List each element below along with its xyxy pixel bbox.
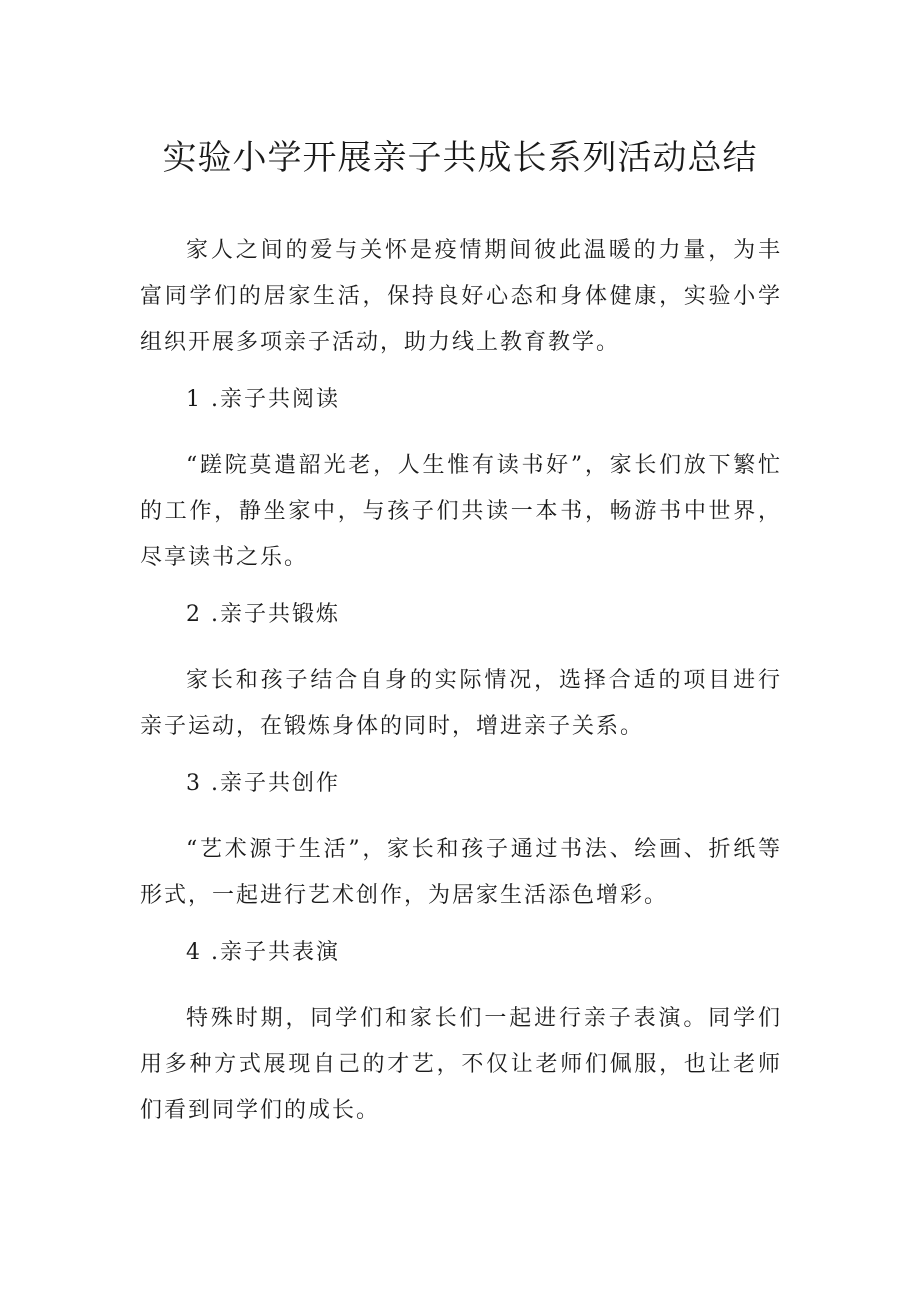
section-body-reading: “蹉院莫遣韶光老，人生惟有读书好”，家长们放下繁忙的工作，静坐家中，与孩子们共读一本书，畅游书中世界，尽享读书之乐。 (140, 453, 782, 570)
document-title: 实验小学开展亲子共成长系列活动总结 (162, 138, 758, 178)
section-body-performance: 特殊时期，同学们和家长们一起进行亲子表演。同学们用多种方式展现自己的才艺，不仅让老师们佩服，也让老师们看到同学们的成长。 (140, 1006, 782, 1123)
document-body (140, 228, 782, 1134)
section-heading-performance: 4 .亲子共表演 (186, 940, 340, 965)
section-heading-reading: 1 .亲子共阅读 (186, 387, 340, 412)
section-body-creation: “艺术源于生活”，家长和孩子通过书法、绘画、折纸等形式，一起进行艺术创作，为居家生活添色增彩。 (140, 837, 782, 908)
section-body-exercise: 家长和孩子结合自身的实际情况，选择合适的项目进行亲子运动，在锻炼身体的同时，增进亲子关系。 (140, 668, 782, 739)
intro-paragraph: 家人之间的爱与关怀是疫情期间彼此温暖的力量，为丰富同学们的居家生活，保持良好心态和身体健康，实验小学组织开展多项亲子活动，助力线上教育教学。 (140, 238, 782, 355)
section-heading-exercise: 2 .亲子共锻炼 (186, 602, 340, 627)
section-heading-creation: 3 .亲子共创作 (186, 771, 340, 796)
